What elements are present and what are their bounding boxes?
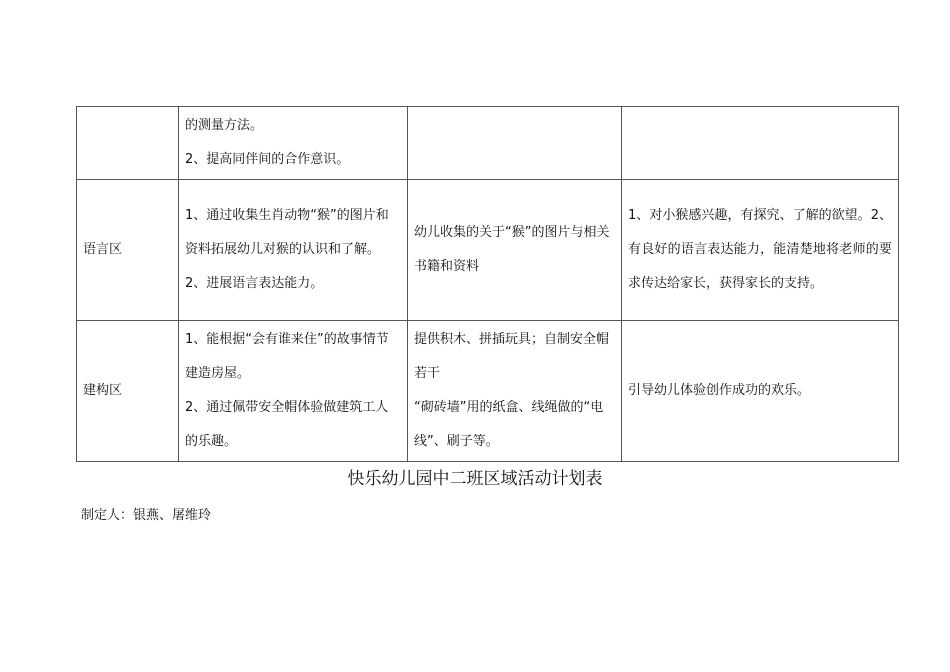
materials-text: “砌砖墙”用的纸盒、线绳做的“电线”、刷子等。 xyxy=(414,400,604,449)
table-row xyxy=(77,180,899,321)
goal-text: 1、通过收集生肖动物“猴”的图片和资料拓展幼儿对猴的认识和了解。 xyxy=(185,208,389,257)
table-row xyxy=(77,107,899,180)
author-line: 制定人：银燕、屠维玲 xyxy=(81,508,212,523)
area-label: 建构区 xyxy=(83,383,123,398)
goal-text: 的测量方法。 xyxy=(185,118,264,133)
goal-text: 1、能根据“会有谁来住”的故事情节建造房屋。 xyxy=(185,332,389,381)
guidance-text: 引导幼儿体验创作成功的欢乐。 xyxy=(628,383,811,398)
materials-text: 幼儿收集的关于“猴”的图片与相关书籍和资料 xyxy=(414,225,610,274)
goals-cell xyxy=(179,321,408,462)
area-label: 语言区 xyxy=(83,242,123,257)
area-cell xyxy=(77,180,179,321)
activity-plan-table xyxy=(76,106,899,462)
guidance-cell xyxy=(622,180,899,321)
materials-cell xyxy=(408,321,622,462)
guidance-text: 1、对小猴感兴趣，有探究、了解的欲望。2、有良好的语言表达能力，能清楚地将老师的要求传达给家长，获得家长的支持。 xyxy=(628,208,892,291)
table-row xyxy=(77,321,899,462)
goal-text: 2、通过佩带安全帽体验做建筑工人的乐趣。 xyxy=(185,400,389,449)
guidance-cell xyxy=(622,107,899,180)
guidance-cell xyxy=(622,321,899,462)
goals-cell xyxy=(179,180,408,321)
area-cell xyxy=(77,107,179,180)
goal-text: 2、进展语言表达能力。 xyxy=(185,276,324,291)
goal-text: 2、提高同伴间的合作意识。 xyxy=(185,152,350,167)
goals-cell xyxy=(179,107,408,180)
materials-cell xyxy=(408,180,622,321)
materials-text: 提供积木、拼插玩具；自制安全帽若干 xyxy=(414,332,610,381)
area-cell xyxy=(77,321,179,462)
materials-cell xyxy=(408,107,622,180)
page-title: 快乐幼儿园中二班区域活动计划表 xyxy=(347,469,603,489)
